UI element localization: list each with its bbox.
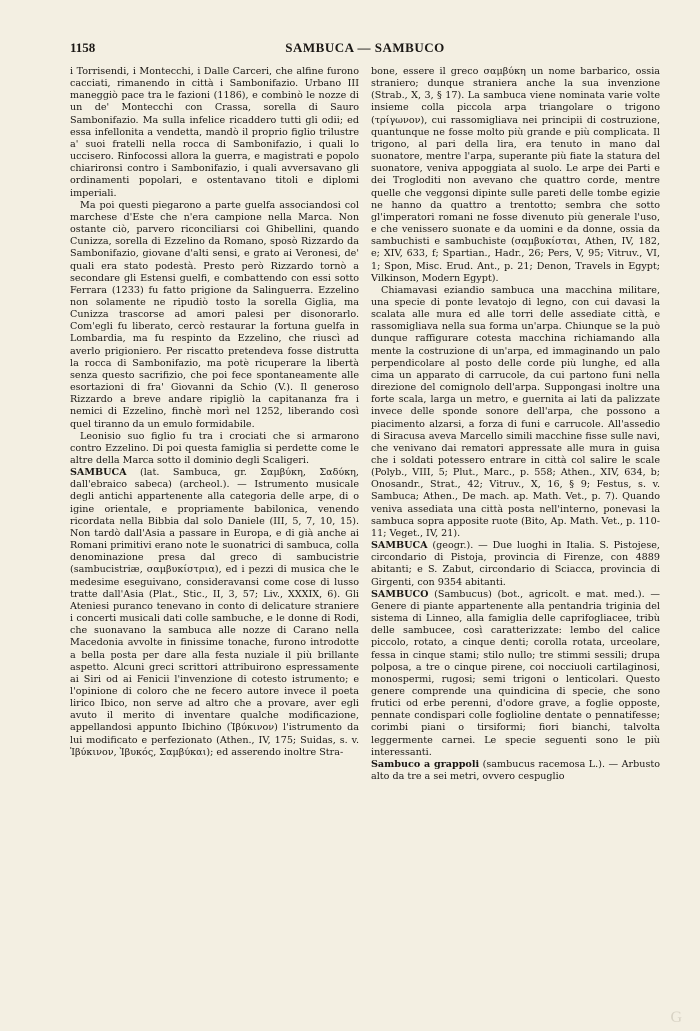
dictionary-entry [371,759,660,783]
entry-text: (lat. Sambuca, gr. Σαμβύκη, Σαδύκη, dall'ebraico sabeca) (archeol.). — Istrumento musicale degli antichi appartenente alla categoria delle arpe, di o igine orientale, e propriamente babilonica, venendo ricordata nella Bibbia dal solo Daniele (III, 5, 7, 10, 15). Non tardò dall'Asia a passare in Europa, e di già anche ai Romani primitivi erano note le suonatrici di sambuca, colla denominazione presa dal greco di sambucistrie (sambucistriæ, σαμβυκίστρια), ed i pezzi di musica che le medesime eseguivano, consideravansi come cose di lusso tratte dall'Asia (Plat., Stic., II, 3, 57; Liv., XXXIX, 6). Gli Ateniesi puranco tenevano in conto di delicature straniere i concerti musicali dati colle sambuche, e le donne di Rodi, che suonavano la sambuca alle nozze di Carano nella Macedonia avvolte in finissime tonache, furono introdotte a bella posta per dare alla festa nuziale il più brillante aspetto. Alcuni greci scrittori attribuirono espressamente ai Siri od ai Fenicii l'invenzione di cotesto istrumento; e l'opinione di coloro che ne fecero autore invece il poeta lirico Ibico, non serve ad altro che a provare, aver egli avuto il merito di inventare qualche modificazione, appellandosi appunto Ibichino (Ἰβύκινον) l'istrumento da lui modificato e perfezionato (Athen., IV, 175; Suidas, s. v. Ἰβύκινον, Ἰβυκός, Σαμβύκαι); ed asserendo inoltre Stra- [70,467,359,758]
right-column [371,66,660,1026]
text-columns [70,66,660,1026]
entry-headword: Sambuco a grappoli [371,758,480,770]
entry-headword: SAMBUCA [70,467,127,479]
paragraph: Leonisio suo figlio fu tra i crociati che si armarono contro Ezzelino. Di poi questa famiglia si perdette come le altre della Marca sotto il dominio degli Scaligeri. [70,430,359,466]
entry-headword: SAMBUCO [371,588,429,600]
page-number: 1158 [70,40,96,55]
dictionary-entry [70,467,359,759]
left-column [70,66,359,1026]
corner-mark: G [670,1009,682,1026]
entry-text: (geogr.). — Due luoghi in Italia. S. Pistojese, circondario di Pistoja, provincia di Firenze, con 4889 abitanti; e S. Zabut, circondario di Sciacca, provincia di Girgenti, con 9354 abitanti. [371,540,660,588]
dictionary-entry [371,589,660,759]
paragraph: Chiamavasi eziandio sambuca una macchina militare, una specie di ponte levatojo di legno, con cui davasi la scalata alle mura ed alle torri delle assediate città, e rassomigliava nella sua forma un'arpa. Chiunque se la può dunque raffigurare cotesta macchina richiamando alla mente la costruzione di un'arpa, ed immaginando un palo perpendicolare al posto delle corde più lunghe, ed alla cima un apparato di carrucole, da cui partono funi nella direzione del comignolo dell'arpa. Suppongasi inoltre una forte scala, larga un metro, e guernita ai lati da palizzate invece delle sponde sonore dell'arpa, che possono a piacimento alzarsi, a forza di funi e carrucole. All'assedio di Siracusa aveva Marcello simili macchine fisse sulle navi, che venivano dai rematori appressate alle mura in guisa che i soldati potessero entrare in città col salire le scale (Polyb., VIII, 5; Plut., Marc., p. 558; Athen., XIV, 634, b; Onosandr., Strat., 42; Vitruv., X, 16, § 9; Festus, s. v. Sambuca; Athen., De mach. ap. Math. Vet., p. 7). Quando veniva assediata una città posta nell'interno, ponevasi la sambuca sopra apposite ruote (Bito, Ap. Math. Vet., p. 110-11; Veget., IV, 21). [371,284,660,539]
entry-headword: SAMBUCA [371,540,428,552]
entry-text: (Sambucus) (bot., agricolt. e mat. med.). — Genere di piante appartenente alla pentandria triginia del sistema di Linneo, alla famiglia delle caprifogliacee, tribù delle sambucee, così caratterizzate: lembo del calice piccolo, rotato, a cinque denti; corolla rotata, urceolare, fessa in cinque stami; stilo nullo; tre stimmi sessili; drupa polposa, a tre o cinque pirene, coi nocciuoli cartilaginosi, monospermi, rugosi; semi trigoni o lenticolari. Questo genere comprende una quindicina di specie, che sono frutici od erbe perenni, d'odore grave, a foglie opposte, pennate condispari colle foglioline dentate o pennatifesse; corimbi piani o tirsiformi; fiori bianchi, talvolta leggermente carnei. Le specie seguenti sono le più interessanti. [371,588,660,758]
entry-text: (sambucus racemosa L.). — Arbusto alto da tre a sei metri, ovvero cespuglio [371,758,660,783]
continued-paragraph: i Torrisendi, i Montecchi, i Dalle Carceri, che alfine furono cacciati, rimanendo in città i Sambonifazio. Urbano III maneggiò pace tra le fazioni (1186), e combinò le nozze di un de' Montecchi con Crassa, sorella di Sauro Sambonifazio. Ma sulla infelice ricaddero tutti gli odii; ed essa infellonita a vendetta, mandò il proprio figlio trilustre a' suoi fratelli nella rocca di Sambonifazio, i quali lo uccisero. Rinfocossi allora la guerra, e magistrati e popolo chiarironsi contro i Sambonifazio, i quali avversavano gli ordinamenti popolari, e ostentavano titoli e diplomi imperiali. [70,66,359,199]
running-title: SAMBUCA — SAMBUCO [285,40,445,55]
page-header [70,40,660,58]
paragraph: Ma poi questi piegarono a parte guelfa associandosi col marchese d'Este che n'era campione nella Marca. Non ostante ciò, parvero riconciliarsi coi Ghibellini, quando Cunizza, sorella di Ezzelino da Romano, sposò Rizzardo da Sambonifazio, giovane d'alti sensi, e grato ai Veronesi, de' quali era stato podestà. Presto però Rizzardo tornò a secondare gli Estensi guelfi, e combattendo con essi sotto Ferrara (1233) fu fatto prigione da Salinguerra. Ezzelino non solamente ne ripudiò tosto la sorella Giglia, ma Cunizza trascorse ad amori palesi per disonorarlo. Com'egli fu liberato, cercò restaurar la fortuna guelfa in Lombardia, ma fu respinto da Ezzelino, che riuscì ad averlo prigioniero. Per riscatto pretendeva fosse distrutta la rocca di Sambonifazio, ma potè ricuperare la libertà senza questo sacrifizio, che poi fece spontaneamente alle esortazioni di fra' Giovanni da Schio (V.). Il generoso Rizzardo a breve andare ripigliò la capitananza fra i nemici di Ezzelino, finchè morì nel 1252, liberando così quel tiranno da un emulo formidabile. [70,199,359,430]
dictionary-entry [371,540,660,589]
continued-paragraph: bone, essere il greco σαμβύκη un nome barbarico, ossia straniero; dunque straniera anche la sua invenzione (Strab., X, 3, § 17). La sambuca viene nominata varie volte insieme colla piccola arpa triangolare o trigono (τρίγωνον), cui rassomigliava nei principii di costruzione, quantunque ne fosse molto più grande e più complicata. Il trigono, al pari della lira, era tenuto in mano dal suonatore, mentre l'arpa, superante più fiate la statura del suonatore, veniva appoggiata al suolo. Le arpe dei Parti e dei Trogloditi non avevano che quattro corde, mentre quelle che veggonsi dipinte sulle pareti delle tombe egizie ne hanno da quattro a trentotto; sembra che sotto gl'imperatori romani ne fosse divenuto più generale l'uso, e che venissero suonate e da uomini e da donne, ossia da sambuchisti e sambuchiste (σαμβυκίσται, Athen, IV, 182, e; XIV, 633, f; Spartian., Hadr., 26; Pers, V, 95; Vitruv., VI, 1; Spon, Misc. Erud. Ant., p. 21; Denon, Travels in Egypt; Vilkinson, Modern Egypt). [371,66,660,284]
